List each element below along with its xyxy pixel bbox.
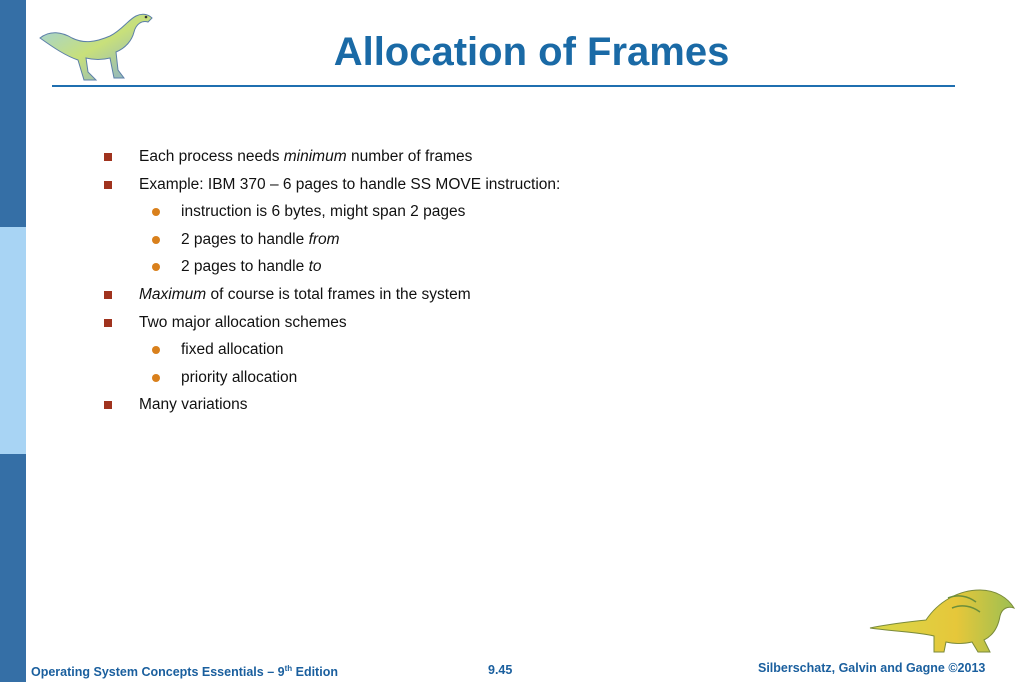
bullet-text: fixed allocation	[181, 341, 284, 359]
circle-bullet-icon	[152, 208, 160, 216]
circle-bullet-icon	[152, 346, 160, 354]
sub-bullet-item	[0, 201, 1023, 229]
sub-bullet-item	[0, 229, 1023, 257]
bullet-text: priority allocation	[181, 368, 298, 386]
bullet-item	[0, 146, 1023, 174]
circle-bullet-icon	[152, 374, 160, 382]
bullet-text: Example: IBM 370 – 6 pages to handle SS MOVE instruction:	[139, 175, 561, 193]
bullet-item	[0, 174, 1023, 202]
sub-bullet-item	[0, 367, 1023, 395]
square-bullet-icon	[104, 401, 112, 409]
dinosaur-footer-icon	[868, 584, 1018, 656]
bullet-item	[0, 284, 1023, 312]
sub-bullet-item	[0, 256, 1023, 284]
circle-bullet-icon	[152, 263, 160, 271]
footer-page-number: 9.45	[488, 663, 513, 677]
bullet-text: 2 pages to handle to	[181, 258, 322, 276]
footer-book-title: Operating System Concepts Essentials – 9th Edition	[31, 664, 338, 680]
bullet-text: Many variations	[139, 396, 248, 414]
bullet-item	[0, 394, 1023, 422]
square-bullet-icon	[104, 291, 112, 299]
bullet-text: Maximum of course is total frames in the system	[139, 285, 471, 303]
square-bullet-icon	[104, 181, 112, 189]
bullet-text: instruction is 6 bytes, might span 2 pages	[181, 203, 466, 221]
square-bullet-icon	[104, 319, 112, 327]
sub-bullet-item	[0, 339, 1023, 367]
bullet-item	[0, 312, 1023, 340]
bullet-list	[0, 146, 1023, 422]
square-bullet-icon	[104, 153, 112, 161]
footer-copyright: Silberschatz, Galvin and Gagne ©2013	[758, 661, 986, 675]
bullet-text: Each process needs minimum number of frames	[139, 148, 473, 165]
bullet-text: Two major allocation schemes	[139, 313, 347, 331]
title-divider	[52, 85, 955, 87]
side-band-bottom	[0, 454, 26, 682]
bullet-text: 2 pages to handle from	[181, 230, 340, 248]
slide-title: Allocation of Frames	[333, 30, 730, 74]
circle-bullet-icon	[152, 236, 160, 244]
